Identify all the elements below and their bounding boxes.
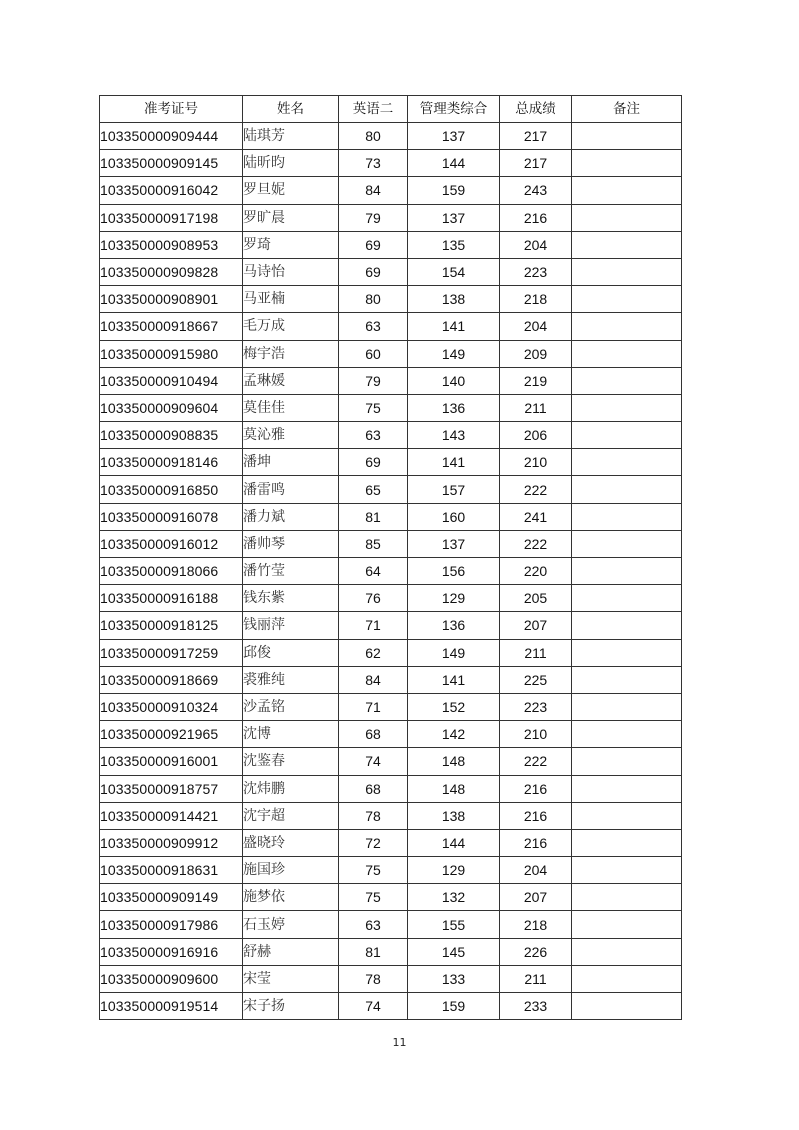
cell-management: 133	[408, 965, 500, 992]
scores-table	[99, 95, 682, 1020]
cell-management: 132	[408, 884, 500, 911]
cell-name: 沈炜鹏	[243, 775, 339, 802]
cell-management: 152	[408, 693, 500, 720]
cell-name: 舒赫	[243, 938, 339, 965]
table-row	[100, 993, 682, 1020]
cell-total: 204	[500, 857, 572, 884]
table-header-row	[100, 96, 682, 123]
cell-note	[572, 585, 682, 612]
cell-english: 71	[339, 693, 408, 720]
cell-exam-id: 103350000918066	[100, 558, 243, 585]
header-english: 英语二	[339, 96, 408, 123]
cell-name: 邱俊	[243, 639, 339, 666]
cell-english: 68	[339, 721, 408, 748]
table-row	[100, 938, 682, 965]
table-row	[100, 612, 682, 639]
table-row	[100, 313, 682, 340]
cell-note	[572, 775, 682, 802]
cell-english: 68	[339, 775, 408, 802]
cell-management: 135	[408, 231, 500, 258]
table-row	[100, 639, 682, 666]
cell-exam-id: 103350000909604	[100, 394, 243, 421]
cell-english: 78	[339, 965, 408, 992]
cell-exam-id: 103350000914421	[100, 802, 243, 829]
cell-total: 220	[500, 558, 572, 585]
cell-management: 136	[408, 612, 500, 639]
cell-note	[572, 965, 682, 992]
cell-english: 81	[339, 938, 408, 965]
table-row	[100, 258, 682, 285]
cell-note	[572, 938, 682, 965]
cell-name: 钱丽萍	[243, 612, 339, 639]
table-row	[100, 503, 682, 530]
cell-total: 207	[500, 884, 572, 911]
cell-english: 84	[339, 177, 408, 204]
cell-note	[572, 530, 682, 557]
cell-management: 155	[408, 911, 500, 938]
cell-total: 216	[500, 802, 572, 829]
cell-name: 宋莹	[243, 965, 339, 992]
cell-name: 陆琪芳	[243, 123, 339, 150]
cell-exam-id: 103350000916850	[100, 476, 243, 503]
cell-name: 潘竹莹	[243, 558, 339, 585]
cell-name: 施梦依	[243, 884, 339, 911]
cell-english: 63	[339, 422, 408, 449]
cell-note	[572, 231, 682, 258]
cell-name: 马诗怡	[243, 258, 339, 285]
cell-name: 沈博	[243, 721, 339, 748]
cell-management: 148	[408, 775, 500, 802]
table-row	[100, 829, 682, 856]
cell-total: 223	[500, 258, 572, 285]
table-row	[100, 884, 682, 911]
cell-note	[572, 313, 682, 340]
cell-management: 159	[408, 993, 500, 1020]
table-row	[100, 286, 682, 313]
cell-name: 钱东紫	[243, 585, 339, 612]
cell-total: 241	[500, 503, 572, 530]
cell-name: 施国珍	[243, 857, 339, 884]
cell-note	[572, 857, 682, 884]
cell-total: 222	[500, 748, 572, 775]
cell-english: 81	[339, 503, 408, 530]
cell-exam-id: 103350000916001	[100, 748, 243, 775]
table-row	[100, 721, 682, 748]
cell-note	[572, 476, 682, 503]
cell-name: 沈鉴春	[243, 748, 339, 775]
table-row	[100, 123, 682, 150]
cell-english: 79	[339, 367, 408, 394]
cell-exam-id: 103350000910494	[100, 367, 243, 394]
cell-note	[572, 258, 682, 285]
cell-exam-id: 103350000908953	[100, 231, 243, 258]
cell-name: 罗旷晨	[243, 204, 339, 231]
cell-english: 69	[339, 449, 408, 476]
cell-note	[572, 123, 682, 150]
cell-exam-id: 103350000917986	[100, 911, 243, 938]
cell-name: 潘坤	[243, 449, 339, 476]
cell-exam-id: 103350000908835	[100, 422, 243, 449]
cell-english: 63	[339, 911, 408, 938]
cell-total: 209	[500, 340, 572, 367]
cell-total: 210	[500, 449, 572, 476]
cell-exam-id: 103350000918631	[100, 857, 243, 884]
cell-management: 160	[408, 503, 500, 530]
cell-total: 217	[500, 123, 572, 150]
cell-english: 74	[339, 748, 408, 775]
cell-name: 潘雷鸣	[243, 476, 339, 503]
cell-management: 156	[408, 558, 500, 585]
table-row	[100, 204, 682, 231]
cell-english: 80	[339, 123, 408, 150]
cell-exam-id: 103350000909828	[100, 258, 243, 285]
table-row	[100, 394, 682, 421]
cell-note	[572, 666, 682, 693]
cell-english: 69	[339, 231, 408, 258]
cell-management: 141	[408, 666, 500, 693]
cell-english: 75	[339, 884, 408, 911]
cell-management: 129	[408, 585, 500, 612]
cell-exam-id: 103350000918667	[100, 313, 243, 340]
cell-management: 154	[408, 258, 500, 285]
cell-total: 216	[500, 204, 572, 231]
cell-english: 79	[339, 204, 408, 231]
cell-exam-id: 103350000909444	[100, 123, 243, 150]
cell-note	[572, 639, 682, 666]
cell-total: 204	[500, 313, 572, 340]
cell-management: 159	[408, 177, 500, 204]
cell-total: 222	[500, 530, 572, 557]
cell-note	[572, 204, 682, 231]
cell-total: 207	[500, 612, 572, 639]
cell-total: 204	[500, 231, 572, 258]
cell-management: 138	[408, 802, 500, 829]
cell-management: 138	[408, 286, 500, 313]
cell-english: 62	[339, 639, 408, 666]
cell-total: 222	[500, 476, 572, 503]
cell-english: 72	[339, 829, 408, 856]
cell-name: 马亚楠	[243, 286, 339, 313]
cell-note	[572, 911, 682, 938]
table-row	[100, 449, 682, 476]
cell-management: 149	[408, 340, 500, 367]
cell-note	[572, 150, 682, 177]
cell-name: 莫佳佳	[243, 394, 339, 421]
cell-note	[572, 829, 682, 856]
header-management: 管理类综合	[408, 96, 500, 123]
cell-total: 216	[500, 775, 572, 802]
table-row	[100, 911, 682, 938]
cell-exam-id: 103350000916916	[100, 938, 243, 965]
cell-exam-id: 103350000918669	[100, 666, 243, 693]
cell-exam-id: 103350000917198	[100, 204, 243, 231]
cell-english: 74	[339, 993, 408, 1020]
table-row	[100, 857, 682, 884]
cell-management: 137	[408, 530, 500, 557]
cell-english: 64	[339, 558, 408, 585]
cell-management: 141	[408, 313, 500, 340]
cell-note	[572, 449, 682, 476]
cell-name: 莫沁雅	[243, 422, 339, 449]
table-row	[100, 340, 682, 367]
cell-note	[572, 367, 682, 394]
cell-total: 206	[500, 422, 572, 449]
cell-note	[572, 748, 682, 775]
cell-exam-id: 103350000921965	[100, 721, 243, 748]
cell-name: 裘雅纯	[243, 666, 339, 693]
cell-name: 陆昕昀	[243, 150, 339, 177]
cell-english: 84	[339, 666, 408, 693]
cell-note	[572, 693, 682, 720]
cell-total: 216	[500, 829, 572, 856]
cell-exam-id: 103350000908901	[100, 286, 243, 313]
cell-total: 226	[500, 938, 572, 965]
cell-exam-id: 103350000910324	[100, 693, 243, 720]
cell-english: 76	[339, 585, 408, 612]
cell-total: 211	[500, 965, 572, 992]
cell-total: 210	[500, 721, 572, 748]
cell-english: 75	[339, 394, 408, 421]
table-row	[100, 558, 682, 585]
cell-exam-id: 103350000909600	[100, 965, 243, 992]
header-note: 备注	[572, 96, 682, 123]
cell-management: 129	[408, 857, 500, 884]
cell-name: 罗旦妮	[243, 177, 339, 204]
cell-note	[572, 612, 682, 639]
header-total: 总成绩	[500, 96, 572, 123]
cell-management: 142	[408, 721, 500, 748]
cell-exam-id: 103350000916188	[100, 585, 243, 612]
cell-management: 141	[408, 449, 500, 476]
cell-name: 盛晓玲	[243, 829, 339, 856]
cell-exam-id: 103350000909145	[100, 150, 243, 177]
table-body	[100, 123, 682, 1020]
cell-total: 225	[500, 666, 572, 693]
cell-note	[572, 422, 682, 449]
cell-note	[572, 503, 682, 530]
cell-management: 137	[408, 204, 500, 231]
cell-note	[572, 802, 682, 829]
cell-note	[572, 340, 682, 367]
cell-note	[572, 884, 682, 911]
cell-exam-id: 103350000918125	[100, 612, 243, 639]
cell-exam-id: 103350000919514	[100, 993, 243, 1020]
cell-english: 78	[339, 802, 408, 829]
cell-note	[572, 993, 682, 1020]
cell-total: 243	[500, 177, 572, 204]
cell-total: 233	[500, 993, 572, 1020]
cell-total: 205	[500, 585, 572, 612]
page-number: 11	[392, 1036, 407, 1049]
cell-total: 219	[500, 367, 572, 394]
cell-total: 211	[500, 394, 572, 421]
cell-note	[572, 394, 682, 421]
cell-english: 73	[339, 150, 408, 177]
table-row	[100, 476, 682, 503]
table-row	[100, 802, 682, 829]
table-row	[100, 666, 682, 693]
cell-english: 69	[339, 258, 408, 285]
cell-english: 85	[339, 530, 408, 557]
cell-name: 石玉婷	[243, 911, 339, 938]
cell-management: 144	[408, 829, 500, 856]
cell-exam-id: 103350000915980	[100, 340, 243, 367]
cell-management: 157	[408, 476, 500, 503]
cell-management: 149	[408, 639, 500, 666]
table-row	[100, 231, 682, 258]
cell-exam-id: 103350000916042	[100, 177, 243, 204]
table-row	[100, 585, 682, 612]
cell-note	[572, 177, 682, 204]
table-row	[100, 775, 682, 802]
cell-note	[572, 286, 682, 313]
cell-management: 144	[408, 150, 500, 177]
cell-note	[572, 721, 682, 748]
cell-exam-id: 103350000909149	[100, 884, 243, 911]
table-row	[100, 965, 682, 992]
cell-note	[572, 558, 682, 585]
table-row	[100, 367, 682, 394]
cell-total: 223	[500, 693, 572, 720]
cell-name: 毛万成	[243, 313, 339, 340]
cell-management: 140	[408, 367, 500, 394]
cell-total: 211	[500, 639, 572, 666]
cell-name: 潘力斌	[243, 503, 339, 530]
cell-total: 217	[500, 150, 572, 177]
cell-exam-id: 103350000918146	[100, 449, 243, 476]
cell-name: 宋子扬	[243, 993, 339, 1020]
cell-english: 80	[339, 286, 408, 313]
cell-management: 137	[408, 123, 500, 150]
cell-exam-id: 103350000909912	[100, 829, 243, 856]
table-row	[100, 693, 682, 720]
cell-exam-id: 103350000916078	[100, 503, 243, 530]
cell-english: 65	[339, 476, 408, 503]
cell-english: 75	[339, 857, 408, 884]
table-row	[100, 177, 682, 204]
table-row	[100, 530, 682, 557]
cell-name: 沈宇超	[243, 802, 339, 829]
cell-total: 218	[500, 911, 572, 938]
cell-english: 71	[339, 612, 408, 639]
table-row	[100, 748, 682, 775]
table-row	[100, 422, 682, 449]
cell-name: 潘帅琴	[243, 530, 339, 557]
cell-management: 143	[408, 422, 500, 449]
table-row	[100, 150, 682, 177]
cell-total: 218	[500, 286, 572, 313]
cell-english: 63	[339, 313, 408, 340]
cell-name: 孟琳媛	[243, 367, 339, 394]
cell-management: 136	[408, 394, 500, 421]
cell-name: 沙孟铭	[243, 693, 339, 720]
cell-name: 梅宇浩	[243, 340, 339, 367]
cell-exam-id: 103350000918757	[100, 775, 243, 802]
cell-exam-id: 103350000917259	[100, 639, 243, 666]
cell-name: 罗琦	[243, 231, 339, 258]
cell-exam-id: 103350000916012	[100, 530, 243, 557]
header-name: 姓名	[243, 96, 339, 123]
cell-management: 145	[408, 938, 500, 965]
header-exam-id: 准考证号	[100, 96, 243, 123]
cell-management: 148	[408, 748, 500, 775]
cell-english: 60	[339, 340, 408, 367]
